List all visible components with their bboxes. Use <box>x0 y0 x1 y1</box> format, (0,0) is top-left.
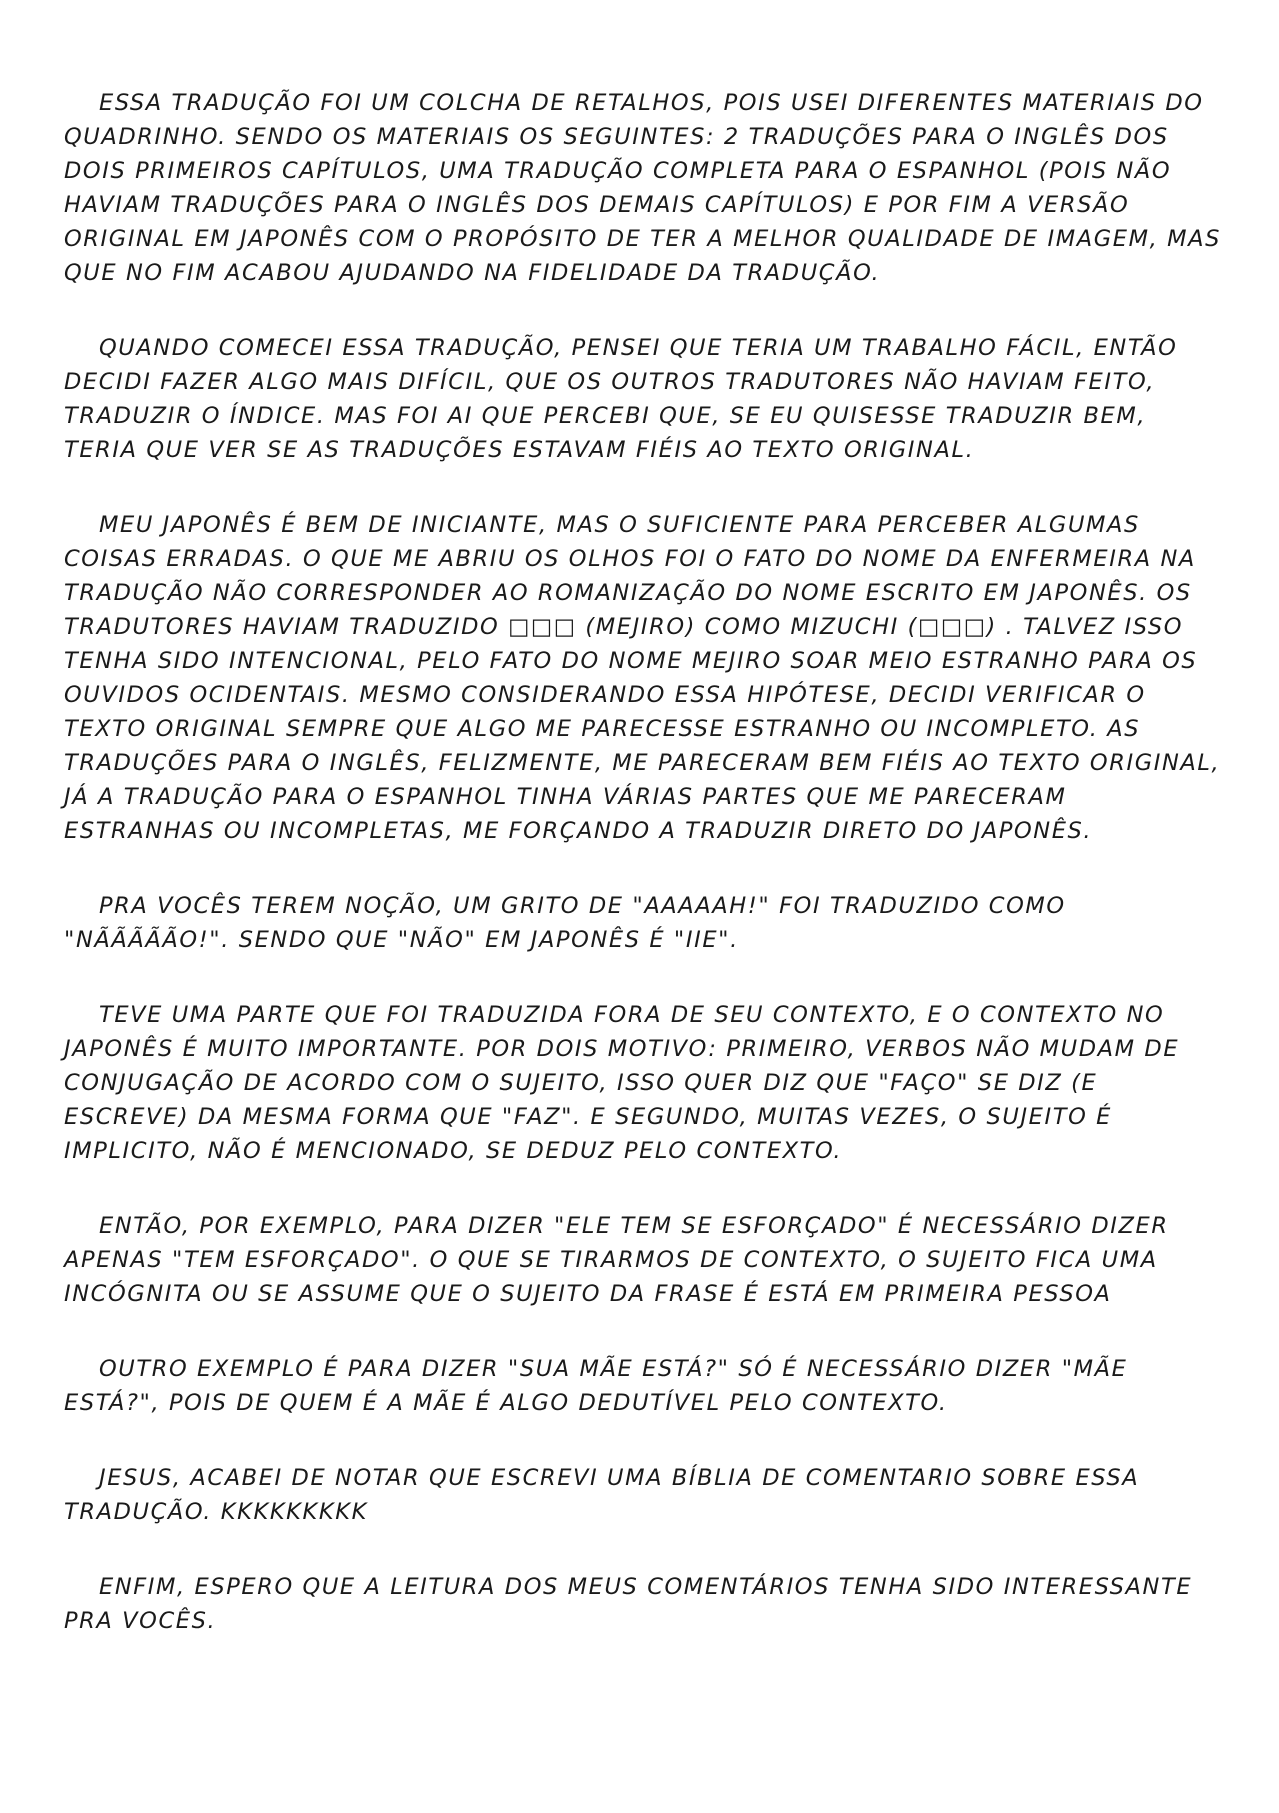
translator-notes <box>64 86 1224 1679</box>
paragraph-closing: ENFIM, ESPERO QUE A LEITURA DOS MEUS COMENTÁRIOS TENHA SIDO INTERESSANTE PRA VOCÊS. <box>64 1574 1193 1634</box>
paragraph-translation-sources: ESSA TRADUÇÃO FOI UM COLCHA DE RETALHOS, POIS USEI DIFERENTES MATERIAIS DO QUADRINHO. SENDO OS MATERIAIS OS SEGUINTES: 2 TRADUÇÕES PARA O INGLÊS DOS DOIS PRIMEIROS CAPÍTULOS, UMA TRADUÇÃO COMPLETA PARA O ESPANHOL (POIS NÃO HAVIAM TRADUÇÕES PARA O INGLÊS DOS DEMAIS CAPÍTULOS) E POR FIM A VERSÃO ORIGINAL EM JAPONÊS COM O PROPÓSITO DE TER A MELHOR QUALIDADE DE IMAGEM, MAS QUE NO FIM ACABOU AJUDANDO NA FIDELIDADE DA TRADUÇÃO. <box>64 90 1221 286</box>
paragraph-context-importance: TEVE UMA PARTE QUE FOI TRADUZIDA FORA DE SEU CONTEXTO, E O CONTEXTO NO JAPONÊS É MUITO IMPORTANTE. POR DOIS MOTIVO: PRIMEIRO, VERBOS NÃO MUDAM DE CONJUGAÇÃO DE ACORDO COM O SUJEITO, ISSO QUER DIZ QUE "FAÇO" SE DIZ (E ESCREVE) DA MESMA FORMA QUE "FAZ". E SEGUNDO, MUITAS VEZES, O SUJEITO É IMPLICITO, NÃO É MENCIONADO, SE DEDUZ PELO CONTEXTO. <box>64 1002 1180 1164</box>
paragraph-example-mother: OUTRO EXEMPLO É PARA DIZER "SUA MÃE ESTÁ?" SÓ É NECESSÁRIO DIZER "MÃE ESTÁ?", POIS DE QUEM É A MÃE É ALGO DEDUTÍVEL PELO CONTEXTO. <box>64 1356 1128 1416</box>
paragraph-index-translation: QUANDO COMECEI ESSA TRADUÇÃO, PENSEI QUE TERIA UM TRABALHO FÁCIL, ENTÃO DECIDI FAZER ALGO MAIS DIFÍCIL, QUE OS OUTROS TRADUTORES NÃO HAVIAM FEITO, TRADUZIR O ÍNDICE. MAS FOI AI QUE PERCEBI QUE, SE EU QUISESSE TRADUZIR BEM, TERIA QUE VER SE AS TRADUÇÕES ESTAVAM FIÉIS AO TEXTO ORIGINAL. <box>64 335 1178 463</box>
paragraph-scream-example: PRA VOCÊS TEREM NOÇÃO, UM GRITO DE "AAAAAH!" FOI TRADUZIDO COMO "NÃÃÃÃÃO!". SENDO QUE "NÃO" EM JAPONÊS É "IIE". <box>64 893 1066 953</box>
paragraph-japanese-names: MEU JAPONÊS É BEM DE INICIANTE, MAS O SUFICIENTE PARA PERCEBER ALGUMAS COISAS ERRADAS. O QUE ME ABRIU OS OLHOS FOI O FATO DO NOME DA ENFERMEIRA NA TRADUÇÃO NÃO CORRESPONDER AO ROMANIZAÇÃO DO NOME ESCRITO EM JAPONÊS. OS TRADUTORES HAVIAM TRADUZIDO □□□ (MEJIRO) COMO MIZUCHI (□□□) . TALVEZ ISSO TENHA SIDO INTENCIONAL, PELO FATO DO NOME MEJIRO SOAR MEIO ESTRANHO PARA OS OUVIDOS OCIDENTAIS. MESMO CONSIDERANDO ESSA HIPÓTESE, DECIDI VERIFICAR O TEXTO ORIGINAL SEMPRE QUE ALGO ME PARECESSE ESTRANHO OU INCOMPLETO. AS TRADUÇÕES PARA O INGLÊS, FELIZMENTE, ME PARECERAM BEM FIÉIS AO TEXTO ORIGINAL, JÁ A TRADUÇÃO PARA O ESPANHOL TINHA VÁRIAS PARTES QUE ME PARECERAM ESTRANHAS OU INCOMPLETAS, ME FORÇANDO A TRADUZIR DIRETO DO JAPONÊS. <box>64 512 1221 844</box>
paragraph-bible-comment: JESUS, ACABEI DE NOTAR QUE ESCREVI UMA BÍBLIA DE COMENTARIO SOBRE ESSA TRADUÇÃO. KKKKKKKKK <box>64 1465 1140 1525</box>
paragraph-example-effort: ENTÃO, POR EXEMPLO, PARA DIZER "ELE TEM SE ESFORÇADO" É NECESSÁRIO DIZER APENAS "TEM ESFORÇADO". O QUE SE TIRARMOS DE CONTEXTO, O SUJEITO FICA UMA INCÓGNITA OU SE ASSUME QUE O SUJEITO DA FRASE É ESTÁ EM PRIMEIRA PESSOA <box>64 1213 1169 1307</box>
